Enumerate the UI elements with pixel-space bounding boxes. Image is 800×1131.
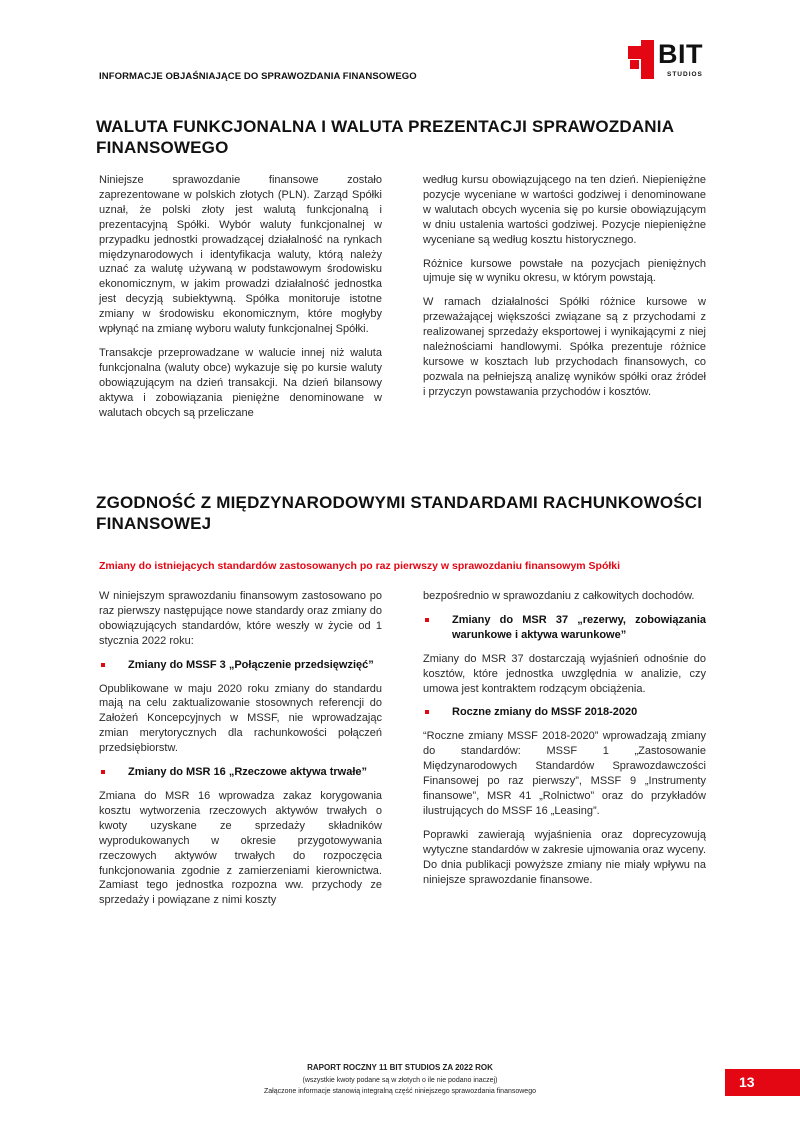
section1-right-column — [423, 173, 706, 409]
header-label: INFORMACJE OBJAŚNIAJĄCE DO SPRAWOZDANIA FINANSOWEGO — [99, 71, 417, 82]
bullet-heading: Roczne zmiany do MSSF 2018-2020 — [452, 706, 638, 719]
paragraph: W niniejszym sprawozdaniu finansowym zastosowano po raz pierwszy następujące nowe standardy oraz zmiany do obowiązujących standardów, które weszły w życie od 1 stycznia 2022 roku: — [99, 590, 382, 647]
paragraph: bezpośrednio w sprawozdaniu z całkowitych dochodów. — [423, 590, 695, 602]
bullet-item — [99, 658, 382, 673]
footer-note: (wszystkie kwoty podane są w złotych o ile nie podano inaczej) — [302, 1077, 498, 1084]
paragraph: Opublikowane w maju 2020 roku zmiany do standardu mają na celu zaktualizowanie stosownych referencji do Założeń Koncepcyjnych w MSSF, nie wprowadzając zmian merytorycznych dla rachunkowości połączeń przedsiębiorstw. — [99, 682, 382, 755]
company-logo — [628, 40, 708, 86]
page-number: 13 — [725, 1069, 800, 1096]
section-title-ifrs: ZGODNOŚĆ Z MIĘDZYNARODOWYMI STANDARDAMI RACHUNKOWOŚCI FINANSOWEJ — [96, 493, 703, 533]
bullet-item — [423, 705, 706, 720]
paragraph: Zmiana do MSR 16 wprowadza zakaz korygowania kosztu wytworzenia rzeczowych aktywów trwałych o kwoty uzyskane ze sprzedaży składników wyprodukowanych w okresie przygotowywania rzeczowych aktywów trwałych do rozpoczęcia funkcjonowania zgodnie z zamierzeniami kierownictwa. Zamiast tego jednostka rozpozna ww. przychody ze sprzedaży i powiązane z nimi koszty — [99, 789, 382, 907]
bullet-heading: Zmiany do MSSF 3 „Połączenie przedsięwzięć” — [128, 658, 374, 671]
paragraph: Transakcje przeprowadzane w walucie innej niż waluta funkcjonalna (waluty obce) wykazuje się po kursie waluty obowiązującym na dzień transakcji. Na dzień bilansowy aktywa i zobowiązania pieniężne denominowane w walutach obcych są przeliczane — [99, 346, 382, 419]
logo-wordmark: BIT — [658, 39, 703, 69]
paragraph: W ramach działalności Spółki różnice kursowe w przeważającej większości związane są z przychodami z realizowanej sprzedaży eksportowej i wynikającymi z niej należnościami handlowymi. Spółka prezentuje różnice kursowe w kosztach lub przychodach finansowych, co pozwala na pełniejszą analizę wyników spółki oraz źródeł i przyczyn powstawania przychodów i kosztów. — [423, 296, 706, 398]
section2-left-column — [99, 589, 382, 917]
paragraph: Poprawki zawierają wyjaśnienia oraz doprecyzowują wytyczne standardów w zakresie ujmowania oraz wyceny. Do dnia publikacji powyższe zmiany nie miały wpływu na niniejsze sprawozdanie finansowe. — [423, 828, 706, 886]
logo-mark-icon — [628, 40, 662, 80]
bullet-square-icon — [425, 710, 429, 714]
section-title-currency: WALUTA FUNKCJONALNA I WALUTA PREZENTACJI SPRAWOZDANIA FINANSOWEGO — [96, 117, 674, 157]
bullet-square-icon — [101, 663, 105, 667]
bullet-square-icon — [101, 770, 105, 774]
bullet-heading: Zmiany do MSR 37 „rezerwy, zobowiązania warunkowe i aktywa warunkowe” — [452, 613, 706, 641]
bullet-heading: Zmiany do MSR 16 „Rzeczowe aktywa trwałe” — [128, 766, 368, 779]
section-subtitle: Zmiany do istniejących standardów zastosowanych po raz pierwszy w sprawozdaniu finansowym Spółki — [99, 560, 621, 572]
section1-left-column — [99, 173, 382, 430]
paragraph: Niniejsze sprawozdanie finansowe zostało zaprezentowane w polskich złotych (PLN). Zarząd Spółki uznał, że polski złoty jest walutą funkcjonalną i prezentacyjną Spółki. Wybór waluty funkcjonalnej w przypadku jednostki prowadzącej działalność na rynkach międzynarodowych i identyfikacja waluty, którą należy uznać za walutę używaną w podstawowym środowisku ekonomicznym, w jakim prowadzi działalność jednostka jest decyzją subiektywną. Spółka monitoruje istotne zmiany w środowisku ekonomicznym, które mogłyby wpłynąć na zmianę wyboru waluty funkcjonalnej Spółki. — [99, 174, 382, 336]
paragraph: według kursu obowiązującego na ten dzień. Niepieniężne pozycje wyceniane w wartości godziwej i denominowane w walutach obcych wycenia się po kursie obowiązującym w dniu ustalenia wartości godziwej. Pozycje niepieniężne wyceniane są według kosztu historycznego. — [423, 174, 706, 246]
paragraph: “Roczne zmiany MSSF 2018-2020” wprowadzają zmiany do standardów: MSSF 1 „Zastosowanie Międzynarodowych Standardów Sprawozdawczości Finansowej po raz pierwszy”, MSSF 9 „Instrumenty finansowe”, MSR 41 „Rolnictwo” oraz do przykładów ilustrujących do MSSF 16 „Leasing”. — [423, 730, 706, 817]
footer-disclaimer: Załączone informacje stanowią integralną część niniejszego sprawozdania finansowego — [264, 1088, 536, 1095]
footer-report-title: RAPORT ROCZNY 11 BIT STUDIOS ZA 2022 ROK — [307, 1063, 493, 1072]
section2-right-column — [423, 589, 706, 896]
paragraph: Zmiany do MSR 37 dostarczają wyjaśnień odnośnie do kosztów, które jednostka uwzględnia w analizie, czy umowa jest kontraktem rodzącym obciążenia. — [423, 652, 706, 695]
bullet-item — [423, 613, 706, 643]
paragraph: Różnice kursowe powstałe na pozycjach pieniężnych ujmuje się w wyniku okresu, w którym powstają. — [423, 257, 706, 285]
bullet-item — [99, 765, 382, 780]
bullet-square-icon — [425, 618, 429, 622]
logo-subtext: STUDIOS — [667, 71, 703, 78]
